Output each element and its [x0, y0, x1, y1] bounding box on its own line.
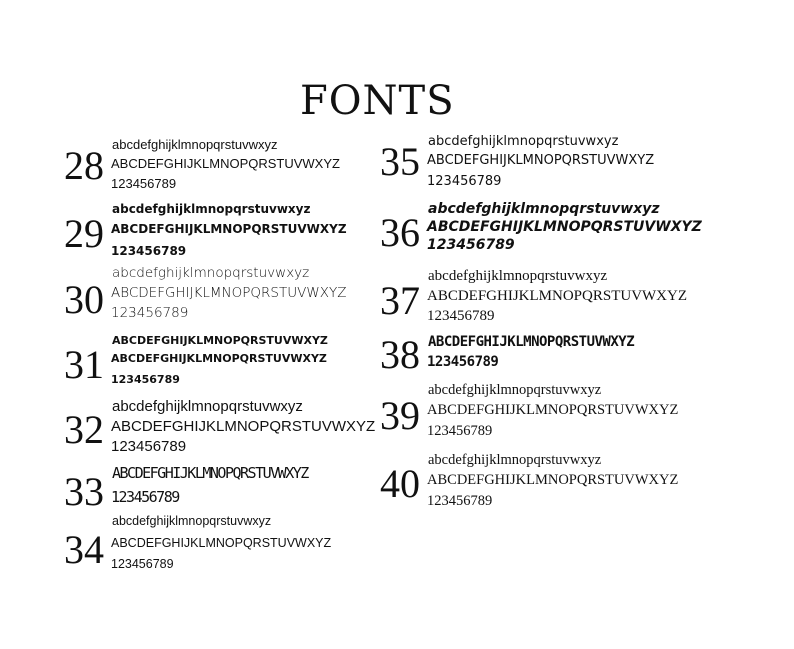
uppercase-sample: ABCDEFGHIJKLMNOPQRSTUVWXYZ: [111, 352, 327, 365]
digits-sample: 123456789: [111, 488, 179, 506]
font-number: 40: [380, 461, 420, 506]
digits-sample: 123456789: [427, 174, 502, 189]
font-number: 31: [64, 342, 104, 387]
font-number: 34: [64, 527, 104, 572]
digits-sample: 123456789: [111, 438, 187, 455]
digits-sample: 123456789: [111, 176, 177, 191]
lowercase-sample: abcdefghijklmnopqrstuvwxyz: [428, 382, 602, 398]
font-number: 29: [64, 211, 104, 256]
font-number: 35: [380, 139, 420, 184]
digits-sample: 123456789: [427, 308, 495, 324]
uppercase-sample: ABCDEFGHIJKLMNOPQRSTUVWXYZ: [111, 285, 347, 301]
uppercase-sample: ABCDEFGHIJKLMNOPQRSTUVWXYZ: [111, 418, 376, 435]
lowercase-sample: abcdefghijklmnopqrstuvwxyz: [428, 452, 602, 468]
uppercase-sample: ABCDEFGHIJKLMNOPQRSTUVWXYZ: [111, 156, 340, 171]
uppercase-sample: ABCDEFGHIJKLMNOPQRSTUVWXYZ: [427, 402, 679, 418]
uppercase-sample: ABCDEFGHIJKLMNOPQRSTUVWXYZ: [111, 536, 332, 550]
uppercase-sample: ABCDEFGHIJKLMNOPQRSTUVWXYZ: [427, 219, 702, 235]
uppercase-sample: ABCDEFGHIJKLMNOPQRSTUVWXYZ: [112, 464, 308, 482]
lowercase-sample: abcdefghijklmnopqrstuvwxyz: [112, 202, 311, 216]
digits-sample: 123456789: [427, 423, 493, 439]
lowercase-sample: abcdefghijklmnopqrstuvwxyz: [112, 514, 272, 528]
uppercase-sample: ABCDEFGHIJKLMNOPQRSTUVWXYZ: [428, 334, 635, 350]
digits-sample: 123456789: [427, 354, 499, 370]
uppercase-sample: ABCDEFGHIJKLMNOPQRSTUVWXYZ: [427, 153, 655, 168]
digits-sample: 123456789: [111, 244, 187, 258]
digits-sample: 123456789: [111, 305, 189, 321]
font-number: 37: [380, 278, 420, 323]
digits-sample: 123456789: [427, 493, 493, 509]
font-number: 36: [380, 210, 420, 255]
font-number: 38: [380, 332, 420, 377]
lowercase-sample: abcdefghijklmnopqrstuvwxyz: [112, 265, 310, 281]
uppercase-sample: ABCDEFGHIJKLMNOPQRSTUVWXYZ: [427, 288, 688, 304]
uppercase-sample: ABCDEFGHIJKLMNOPQRSTUVWXYZ: [111, 222, 347, 236]
font-number: 28: [64, 143, 104, 188]
digits-sample: 123456789: [111, 557, 174, 571]
page-title: FONTS: [300, 78, 455, 124]
font-number: 32: [64, 407, 104, 452]
lowercase-sample: abcdefghijklmnopqrstuvwxyz: [428, 201, 660, 217]
font-number: 33: [64, 469, 104, 514]
digits-sample: 123456789: [111, 373, 180, 386]
font-number: 39: [380, 393, 420, 438]
lowercase-sample: abcdefghijklmnopqrstuvwxyz: [428, 268, 608, 284]
uppercase-sample: ABCDEFGHIJKLMNOPQRSTUVWXYZ: [427, 472, 679, 488]
font-number: 30: [64, 277, 104, 322]
lowercase-sample: abcdefghijklmnopqrstuvwxyz: [112, 137, 278, 152]
uppercase-sample-top: ABCDEFGHIJKLMNOPQRSTUVWXYZ: [112, 334, 328, 347]
digits-sample: 123456789: [427, 237, 515, 253]
lowercase-sample: abcdefghijklmnopqrstuvwxyz: [428, 134, 619, 149]
lowercase-sample: abcdefghijklmnopqrstuvwxyz: [112, 398, 303, 415]
